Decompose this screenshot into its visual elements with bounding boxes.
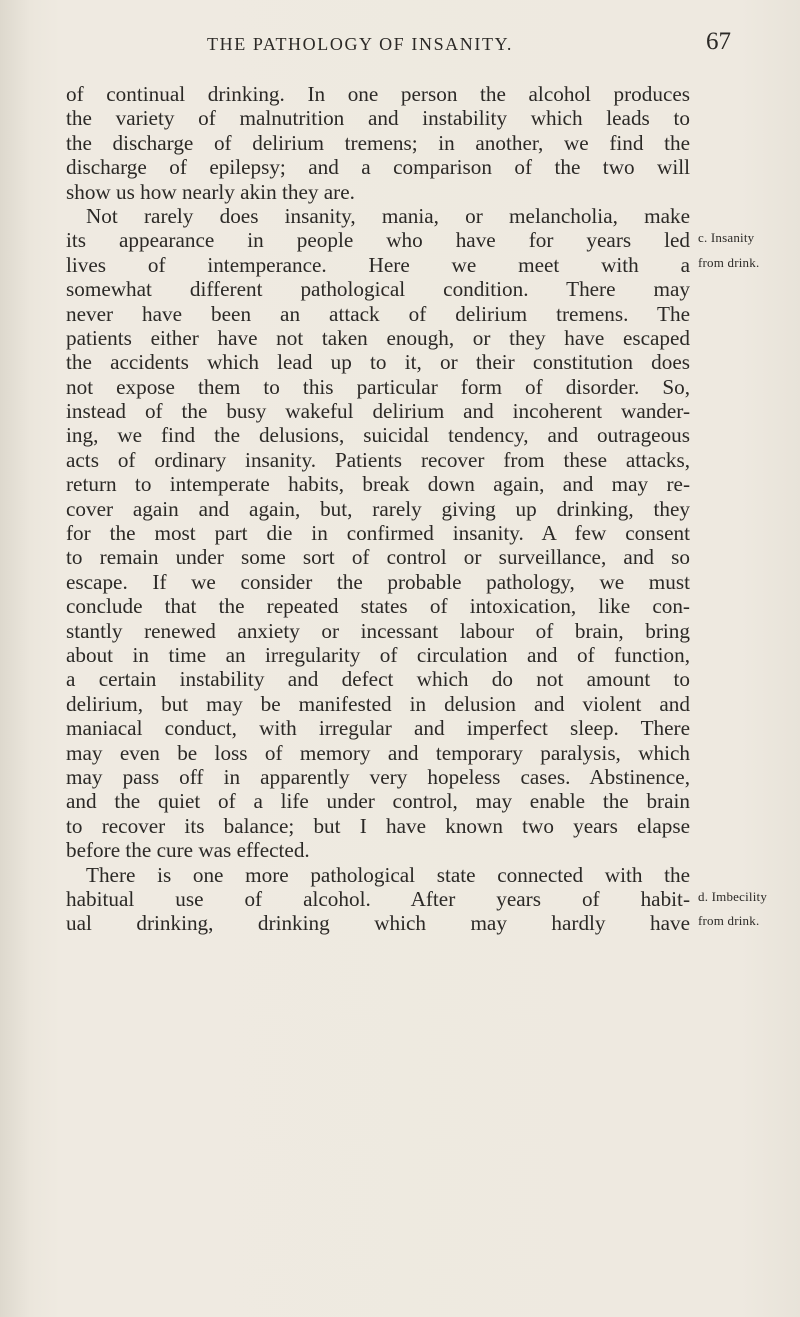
margin-note: from drink.: [698, 254, 760, 270]
line-text: the discharge of delirium tremens; in another, we find the: [66, 130, 690, 155]
line-text: show us how nearly akin they are.: [66, 179, 355, 204]
line-text: before the cure was effected.: [66, 838, 310, 863]
text-line: [66, 204, 690, 228]
margin-note: c. Insanity: [698, 230, 755, 246]
line-text: conclude that the repeated states of intoxication, like con-: [66, 594, 690, 619]
body-text: [66, 82, 796, 936]
line-text: the accidents which lead up to it, or their constitution does: [66, 350, 690, 375]
text-line: [66, 497, 690, 521]
text-line: [66, 741, 690, 765]
line-text: never have been an attack of delirium tremens. The: [66, 301, 690, 326]
text-line: [66, 838, 690, 862]
text-line: [66, 716, 690, 740]
text-line: [66, 814, 690, 838]
line-text: maniacal conduct, with irregular and imperfect sleep. There: [66, 716, 690, 741]
running-head: [0, 24, 800, 64]
text-line: [66, 886, 768, 911]
line-text: may even be loss of memory and temporary paralysis, which: [66, 740, 690, 765]
text-line: [66, 789, 690, 813]
line-text: its appearance in people who have for years led: [66, 228, 690, 253]
text-line: [66, 252, 760, 277]
text-line: [66, 570, 690, 594]
text-line: [66, 106, 690, 130]
text-line: [66, 448, 690, 472]
line-text: and the quiet of a life under control, may enable the brain: [66, 789, 690, 814]
text-line: [66, 911, 760, 936]
page-number: 67: [706, 28, 731, 55]
line-text: instead of the busy wakeful delirium and incoherent wander-: [66, 399, 690, 424]
line-text: stantly renewed anxiety or incessant labour of brain, bring: [66, 618, 690, 643]
line-text: a certain instability and defect which do not amount to: [66, 667, 690, 692]
line-text: escape. If we consider the probable pathology, we must: [66, 569, 690, 594]
text-line: [66, 863, 690, 887]
line-text: the variety of malnutrition and instability which leads to: [66, 106, 690, 131]
line-text: lives of intemperance. Here we meet with a: [66, 252, 690, 277]
text-line: [66, 423, 690, 447]
line-text: somewhat different pathological condition. There may: [66, 277, 690, 302]
line-text: habitual use of alcohol. After years of habit-: [66, 886, 690, 911]
text-line: [66, 521, 690, 545]
text-line: [66, 545, 690, 569]
text-line: [66, 643, 690, 667]
text-line: [66, 155, 690, 179]
line-text: for the most part die in confirmed insanity. A few consent: [66, 521, 690, 546]
line-text: There is one more pathological state connected with the: [86, 862, 690, 887]
text-line: [66, 472, 690, 496]
line-text: delirium, but may be manifested in delusion and violent and: [66, 691, 690, 716]
line-text: discharge of epilepsy; and a comparison of the two will: [66, 155, 690, 180]
text-line: [66, 667, 690, 691]
text-line: [66, 692, 690, 716]
line-text: not expose them to this particular form of disorder. So,: [66, 374, 690, 399]
line-text: acts of ordinary insanity. Patients recover from these attacks,: [66, 447, 690, 472]
running-title: THE PATHOLOGY OF INSANITY.: [207, 34, 513, 54]
margin-note: d. Imbecility: [698, 888, 768, 904]
line-text: of continual drinking. In one person the alcohol produces: [66, 82, 690, 106]
line-text: return to intemperate habits, break down again, and may re-: [66, 472, 690, 497]
text-line: [66, 326, 690, 350]
text-line: [66, 82, 690, 106]
line-text: Not rarely does insanity, mania, or melancholia, make: [86, 203, 690, 228]
text-line: [66, 594, 690, 618]
text-line: [66, 399, 690, 423]
line-text: patients either have not taken enough, or they have escaped: [66, 325, 690, 350]
line-text: to remain under some sort of control or surveillance, and so: [66, 545, 690, 570]
text-line: [66, 228, 755, 253]
line-text: cover again and again, but, rarely giving up drinking, they: [66, 496, 690, 521]
text-line: [66, 765, 690, 789]
text-line: [66, 131, 690, 155]
line-text: about in time an irregularity of circulation and of function,: [66, 642, 690, 667]
text-line: [66, 375, 690, 399]
text-line: [66, 619, 690, 643]
text-line: [66, 180, 690, 204]
margin-note: from drink.: [698, 913, 760, 929]
text-line: [66, 350, 690, 374]
line-text: to recover its balance; but I have known two years elapse: [66, 813, 690, 838]
line-text: may pass off in apparently very hopeless cases. Abstinence,: [66, 764, 690, 789]
text-line: [66, 302, 690, 326]
line-text: ual drinking, drinking which may hardly have: [66, 911, 690, 936]
text-line: [66, 277, 690, 301]
line-text: ing, we find the delusions, suicidal tendency, and outrageous: [66, 423, 690, 448]
